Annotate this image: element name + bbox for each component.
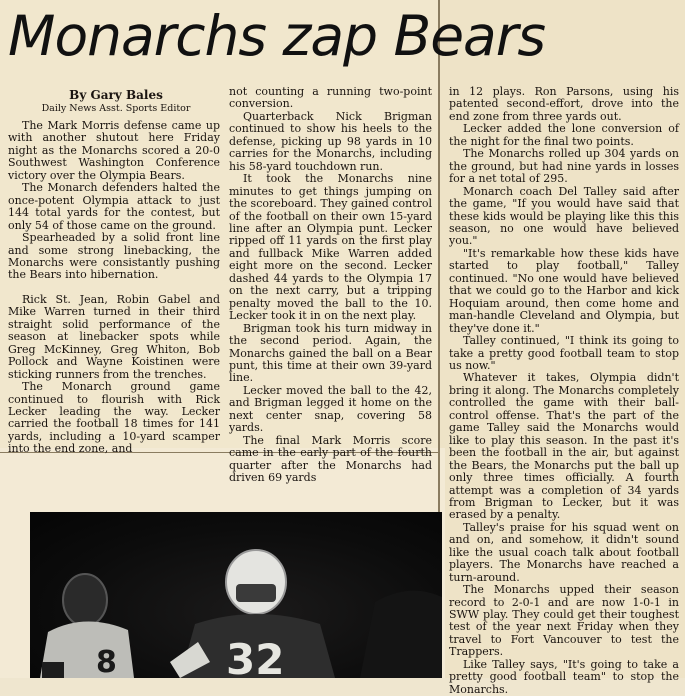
jersey-number-center: 32 <box>226 635 285 678</box>
paragraph: "It's remarkable how these kids have started to play football," Talley continued. "No one would have believed that we could go to the Harbor and kick Hoquiam around, then come home and man-handle Cleveland and Olympia, but they've done it." <box>449 246 679 335</box>
paragraph: The Monarch ground game continued to flourish with Rick Lecker leading the way. Lecker carried the football 18 times for 141 yards, including a 10-yard scamper into the end zone, and <box>8 380 220 456</box>
paragraph: Spearheaded by a solid front line and some strong linebacking, the Monarchs were consistantly pushing the Bears into hibernation. <box>8 231 220 282</box>
byline-title: Daily News Asst. Sports Editor <box>41 103 191 114</box>
helmet-left <box>63 574 107 626</box>
headline: Monarchs zap Bears <box>8 4 546 68</box>
jersey-number-left: 8 <box>96 645 117 678</box>
facemask <box>236 584 276 602</box>
paragraph: not counting a running two-point conversion. <box>229 85 432 111</box>
paragraph: Monarch coach Del Talley said after the game, "If you would have said that these kids would be playing like this this season, no one would have believed you." <box>449 184 679 248</box>
paragraph: Lecker added the lone conversion of the night for the final two points. <box>449 122 679 148</box>
paragraph: It took the Monarchs nine minutes to get things jumping on the scoreboard. They gained control of the football on their own 15-yard line after an Olympia punt. Lecker ripped off 11 yards on the first play and fullback Mike Warren added eight more on the second. Lecker dashed 44 yards to the Olympia 17 on the next carry, but a tripping penalty moved the ball to the 10. Lecker took it in on the next play. <box>229 172 432 323</box>
paragraph: Rick St. Jean, Robin Gabel and Mike Warren turned in their third straight solid performance of the season at linebacker spots while Greg McKinney, Greg Whiton, Bob Pollock and Wayne Koistinen were sticking runners from the trenches. <box>8 292 220 381</box>
paragraph: The Monarchs upped their season record to 2-0-1 and are now 1-0-1 in SWW play. They could get their toughest test of the year next Friday when they travel to Fort Vancouver to test the Trappers. <box>449 583 679 659</box>
byline <box>16 88 216 114</box>
paragraph: The Monarch defenders halted the once-potent Olympia attack to just 144 total yards for the contest, but only 54 of those came on the ground. <box>8 181 220 232</box>
paragraph: The final Mark Morris score came in the early part of the fourth quarter after the Monarchs had driven 69 yards <box>229 433 432 485</box>
football-game-photo <box>30 512 442 678</box>
byline-name: By Gary Bales <box>69 88 163 102</box>
football-players-illustration <box>30 512 442 678</box>
paragraph: Quarterback Nick Brigman continued to show his heels to the defense, picking up 98 yards in 10 carries for the Monarchs, including his 58-yard touchdown run. <box>229 109 432 173</box>
article-column-1 <box>8 120 220 456</box>
paragraph: in 12 plays. Ron Parsons, using his patented second-effort, drove into the end zone from three yards out. <box>449 85 679 123</box>
player-left-stripe <box>42 662 64 678</box>
paragraph: Talley's praise for his squad went on and on, and somehow, it didn't sound like the usual coach talk about football players. The Monarchs have reached a turn-around. <box>449 520 679 584</box>
paragraph: The Monarchs rolled up 304 yards on the ground, but had nine yards in losses for a net total of 295. <box>449 147 679 186</box>
paragraph: The Mark Morris defense came up with another shutout here Friday night as the Monarchs scored a 20-0 Southwest Washington Conference victory over the Olympia Bears. <box>8 119 220 182</box>
helmet-center <box>226 550 286 614</box>
paragraph: Like Talley says, "It's going to take a pretty good football team" to stop the Monarchs. <box>449 657 679 696</box>
paragraph: Brigman took his turn midway in the second period. Again, the Monarchs gained the ball on a Bear punt, this time at their own 39-yard line. <box>229 321 432 385</box>
paragraph: Lecker moved the ball to the 42, and Brigman legged it home on the next center snap, covering 58 yards. <box>229 383 432 435</box>
player-right <box>360 591 442 678</box>
article-column-2 <box>229 86 432 485</box>
paragraph: Whatever it takes, Olympia didn't bring it along. The Monarchs completely controlled the game with their ball-control offense. That's the part of the game Talley said the Monarchs would like to play this season. In the past it's been the football in the air, but against the Bears, the Monarchs put the ball up only three times officially. A fourth attempt was a completion of 34 yards from Brigman to Lecker, but it was erased by a penalty. <box>449 371 679 522</box>
paragraph: Talley continued, "I think its going to take a pretty good football team to stop us now." <box>449 334 679 372</box>
article-column-3 <box>449 86 679 696</box>
